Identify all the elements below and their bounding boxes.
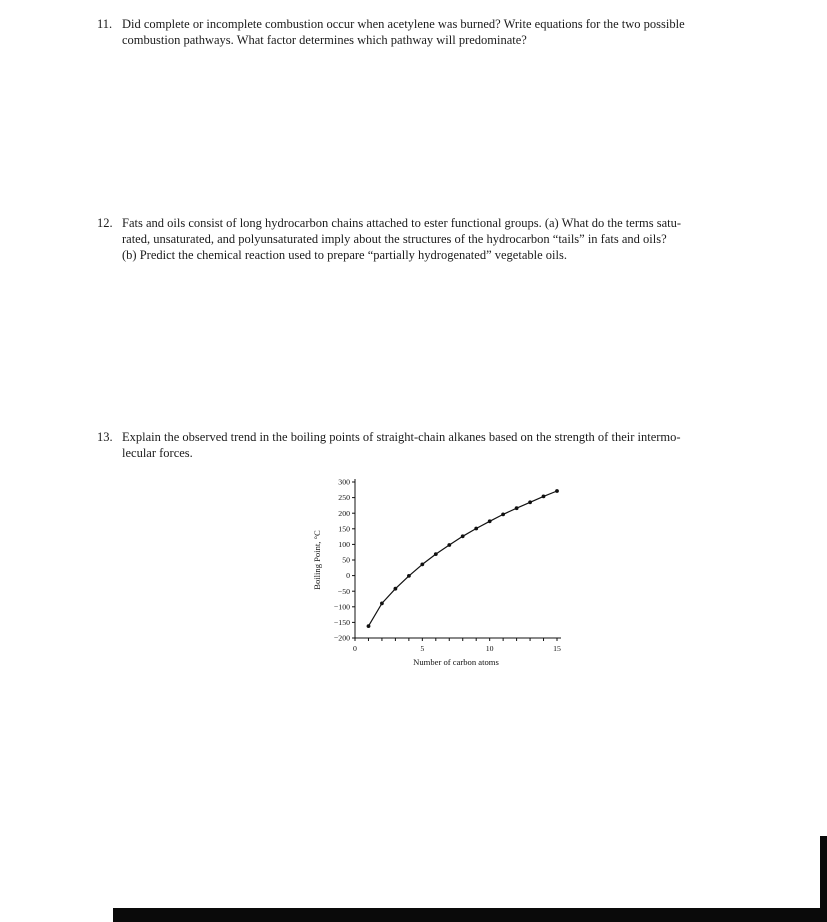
question-13-text (122, 429, 770, 461)
svg-text:0: 0 (346, 571, 350, 581)
question-12-text (122, 215, 770, 263)
svg-text:−100: −100 (333, 602, 350, 612)
svg-text:Boiling Point, °C: Boiling Point, °C (312, 530, 322, 590)
question-12 (97, 215, 770, 263)
boiling-point-chart-svg (308, 472, 570, 672)
svg-text:300: 300 (338, 477, 350, 487)
question-text-line: Fats and oils consist of long hydrocarbon chains attached to ester functional groups. (a) What do the terms satu- (122, 216, 682, 230)
question-11-number: 11. (97, 17, 113, 31)
svg-text:−150: −150 (333, 618, 350, 627)
question-text-line: combustion pathways. What factor determines which pathway will predominate? (122, 33, 527, 47)
question-11 (97, 16, 770, 48)
svg-text:250: 250 (338, 493, 350, 503)
svg-text:0: 0 (353, 644, 357, 653)
svg-text:15: 15 (553, 644, 561, 653)
question-text-line: lecular forces. (122, 446, 193, 460)
svg-text:10: 10 (485, 644, 494, 653)
question-11-text (122, 16, 770, 48)
question-12-number: 12. (97, 216, 113, 230)
question-text-line: Did complete or incomplete combustion occur when acetylene was burned? Write equations for the two possible (122, 17, 685, 31)
svg-text:5: 5 (420, 644, 425, 653)
question-13-number: 13. (97, 430, 113, 444)
question-text-line: rated, unsaturated, and polyunsaturated imply about the structures of the hydrocarbon “tails” in fats and oils? (122, 232, 667, 246)
page-edge-shadow-right (820, 836, 827, 922)
boiling-point-chart (308, 472, 570, 672)
svg-text:−200: −200 (333, 633, 350, 643)
svg-text:Number of carbon atoms: Number of carbon atoms (413, 657, 499, 667)
svg-text:150: 150 (338, 524, 350, 534)
svg-text:−50: −50 (337, 586, 350, 596)
question-text-line: (b) Predict the chemical reaction used to prepare “partially hydrogenated” vegetable oils. (122, 248, 567, 262)
question-13 (97, 429, 770, 461)
page-edge-shadow-bottom (113, 908, 827, 922)
svg-text:100: 100 (338, 540, 350, 549)
svg-text:50: 50 (342, 555, 350, 565)
question-text-line: Explain the observed trend in the boiling points of straight-chain alkanes based on the strength of their intermo- (122, 430, 681, 444)
svg-text:200: 200 (338, 508, 350, 518)
